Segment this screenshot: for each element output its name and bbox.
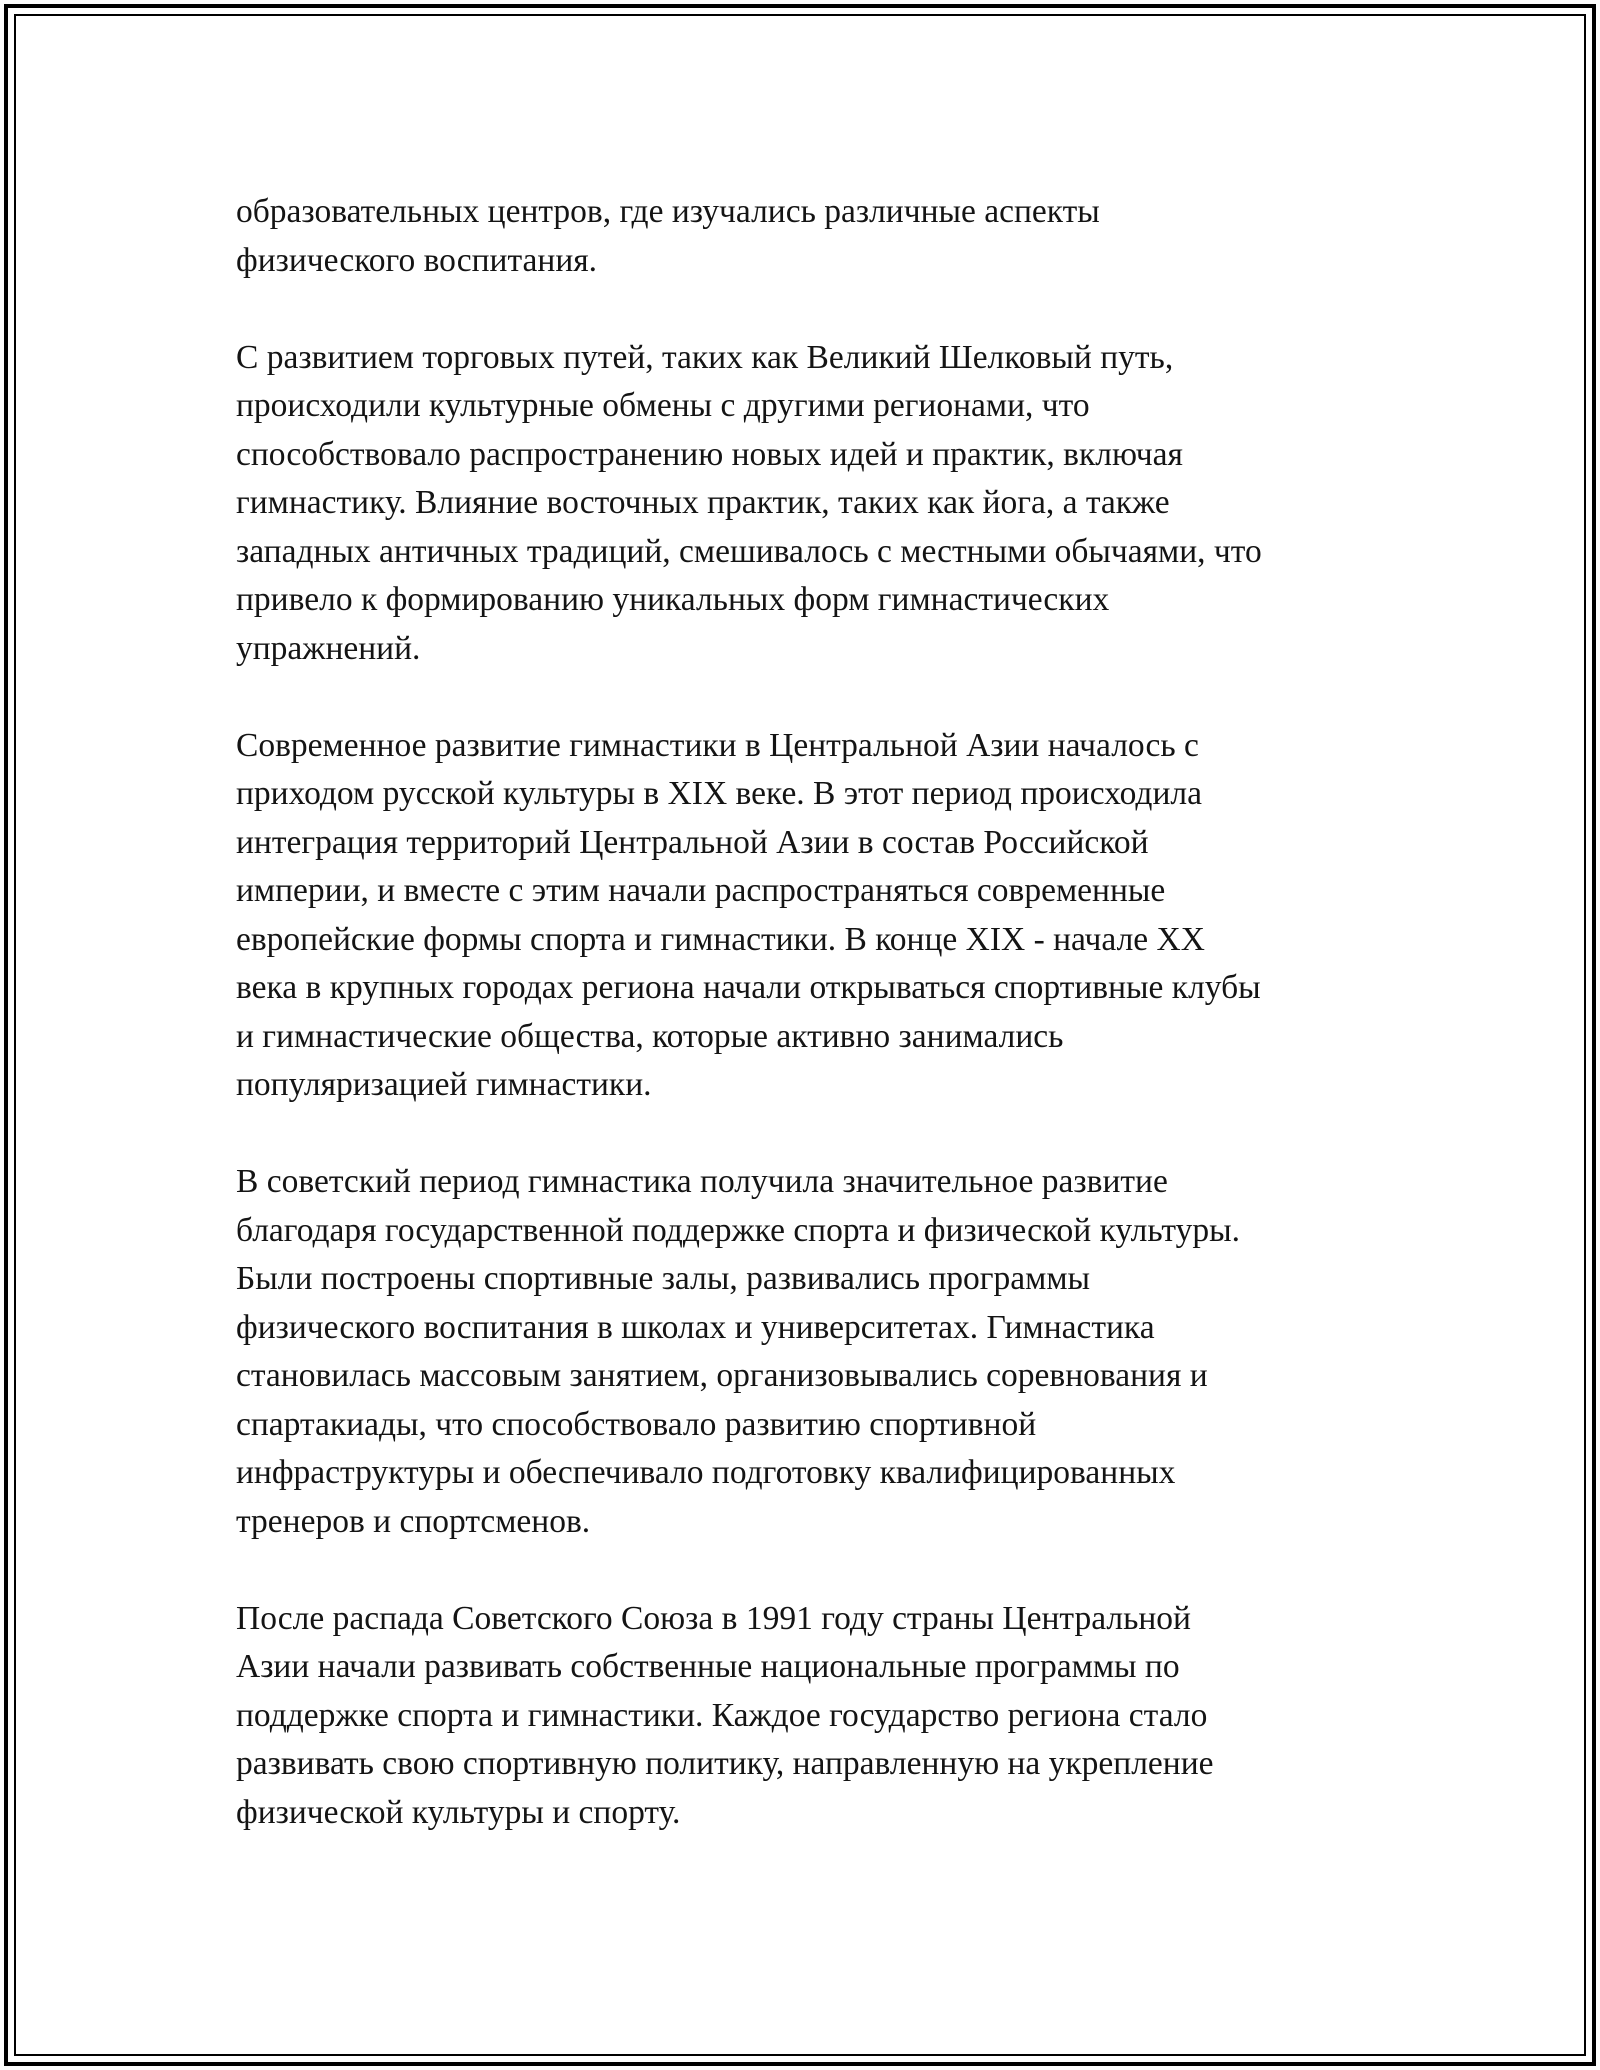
text-line: упражнений. [236,629,421,667]
text-line: Современное развитие гимнастики в Центральной Азии началось с [236,726,1199,764]
text-line: и гимнастические общества, которые активно занимались [236,1017,1064,1055]
text-line: поддержке спорта и гимнастики. Каждое государство региона стало [236,1696,1208,1734]
text-line: способствовало распространению новых идей и практик, включая [236,435,1183,473]
text-line: западных античных традиций, смешивалось с местными обычаями, что [236,532,1262,570]
text-line: После распада Советского Союза в 1991 году страны Центральной [236,1599,1191,1637]
paragraph-1 [236,188,1396,285]
text-line: империи, и вместе с этим начали распространяться современные [236,872,1166,909]
text-line: тренеров и спортсменов. [236,1502,591,1540]
text-line: привело к формированию уникальных форм гимнастических [236,581,1110,618]
paragraph-4 [236,1158,1396,1546]
paragraph-5 [236,1595,1396,1838]
paragraph-3 [236,722,1396,1110]
text-line: интеграция территорий Центральной Азии в состав Российской [236,823,1149,861]
text-line: Были построены спортивные залы, развивались программы [236,1260,1091,1297]
text-line: В советский период гимнастика получила значительное развитие [236,1163,1168,1200]
text-line: благодаря государственной поддержке спорта и физической культуры. [236,1211,1240,1249]
text-line: века в крупных городах региона начали открываться спортивные клубы [236,969,1261,1006]
paragraph-2 [236,334,1396,674]
text-line: Азии начали развивать собственные национальные программы по [236,1648,1180,1685]
text-line: С развитием торговых путей, таких как Великий Шелковый путь, [236,338,1174,376]
text-line: приходом русской культуры в XIX веке. В этот период происходила [236,775,1202,812]
text-line: происходили культурные обмены с другими регионами, что [236,387,1090,424]
text-line: спартакиады, что способствовало развитию спортивной [236,1405,1037,1443]
text-line: инфраструктуры и обеспечивало подготовку квалифицированных [236,1454,1176,1491]
text-line: становилась массовым занятием, организовывались соревнования и [236,1357,1208,1394]
text-line: образовательных центров, где изучались различные аспекты [236,193,1100,230]
text-line: развивать свою спортивную политику, направленную на укрепление [236,1745,1214,1782]
text-line: физической культуры и спорту. [236,1793,681,1831]
text-line: европейские формы спорта и гимнастики. В конце XIX - начале XX [236,920,1205,958]
document-body [236,188,1396,1886]
text-line: физического воспитания. [236,241,598,279]
text-line: гимнастику. Влияние восточных практик, таких как йога, а также [236,484,1170,521]
text-line: физического воспитания в школах и университетах. Гимнастика [236,1308,1155,1346]
text-line: популяризацией гимнастики. [236,1066,652,1103]
